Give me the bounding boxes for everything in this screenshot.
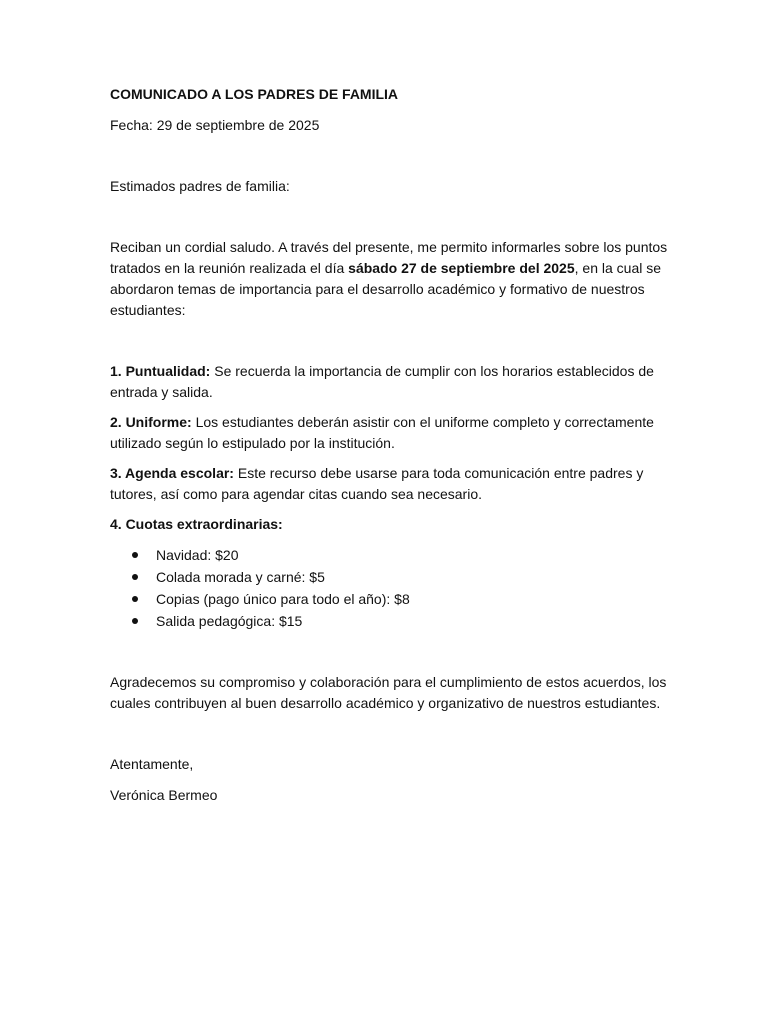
fee-text: Navidad: $20 [156, 547, 239, 563]
point-text: Los estudiantes deberán asistir con el uniforme completo y correctamente utilizado según lo estipulado por la institución. [110, 414, 654, 451]
fees-list [110, 544, 670, 632]
point-school-agenda [110, 463, 670, 505]
document-date: Fecha: 29 de septiembre de 2025 [110, 117, 320, 133]
point-text: Este recurso debe usarse para toda comunicación entre padres y tutores, así como para agendar citas cuando sea necesario. [110, 465, 644, 502]
point-label: 1. Puntualidad: [110, 363, 211, 379]
point-text: Se recuerda la importancia de cumplir con los horarios establecidos de entrada y salida. [110, 363, 654, 400]
regards: Atentamente, [110, 756, 194, 772]
fee-text: Colada morada y carné: $5 [156, 569, 325, 585]
point-label: 4. Cuotas extraordinarias: [110, 516, 283, 532]
greeting: Estimados padres de familia: [110, 178, 290, 194]
list-item [110, 610, 670, 632]
list-item [110, 544, 670, 566]
point-uniform [110, 412, 670, 454]
point-label: 2. Uniforme: [110, 414, 192, 430]
bullet-icon [132, 552, 138, 558]
bullet-icon [132, 574, 138, 580]
signature-name: Verónica Bermeo [110, 787, 218, 803]
point-extra-fees [110, 514, 670, 535]
bullet-icon [132, 618, 138, 624]
list-item [110, 588, 670, 610]
intro-text-before: Reciban un cordial saludo. A través del presente, me permito informarles sobre los puntos tratados en la reunión realizada el día [110, 239, 668, 276]
meeting-date-highlight: sábado 27 de septiembre del 2025 [348, 260, 575, 276]
list-item [110, 566, 670, 588]
document-title: COMUNICADO A LOS PADRES DE FAMILIA [110, 86, 399, 102]
intro-text-after: , en la cual se abordaron temas de importancia para el desarrollo académico y formativo de nuestros estudiantes: [110, 260, 662, 318]
fee-text: Salida pedagógica: $15 [156, 613, 303, 629]
closing-paragraph: Agradecemos su compromiso y colaboración para el cumplimiento de estos acuerdos, los cuales contribuyen al buen desarrollo académico y organizativo de nuestros estudiantes. [110, 674, 667, 711]
bullet-icon [132, 596, 138, 602]
point-punctuality [110, 361, 670, 403]
point-label: 3. Agenda escolar: [110, 465, 234, 481]
intro-paragraph [110, 237, 670, 321]
fee-text: Copias (pago único para todo el año): $8 [156, 591, 410, 607]
document-page [110, 84, 670, 806]
